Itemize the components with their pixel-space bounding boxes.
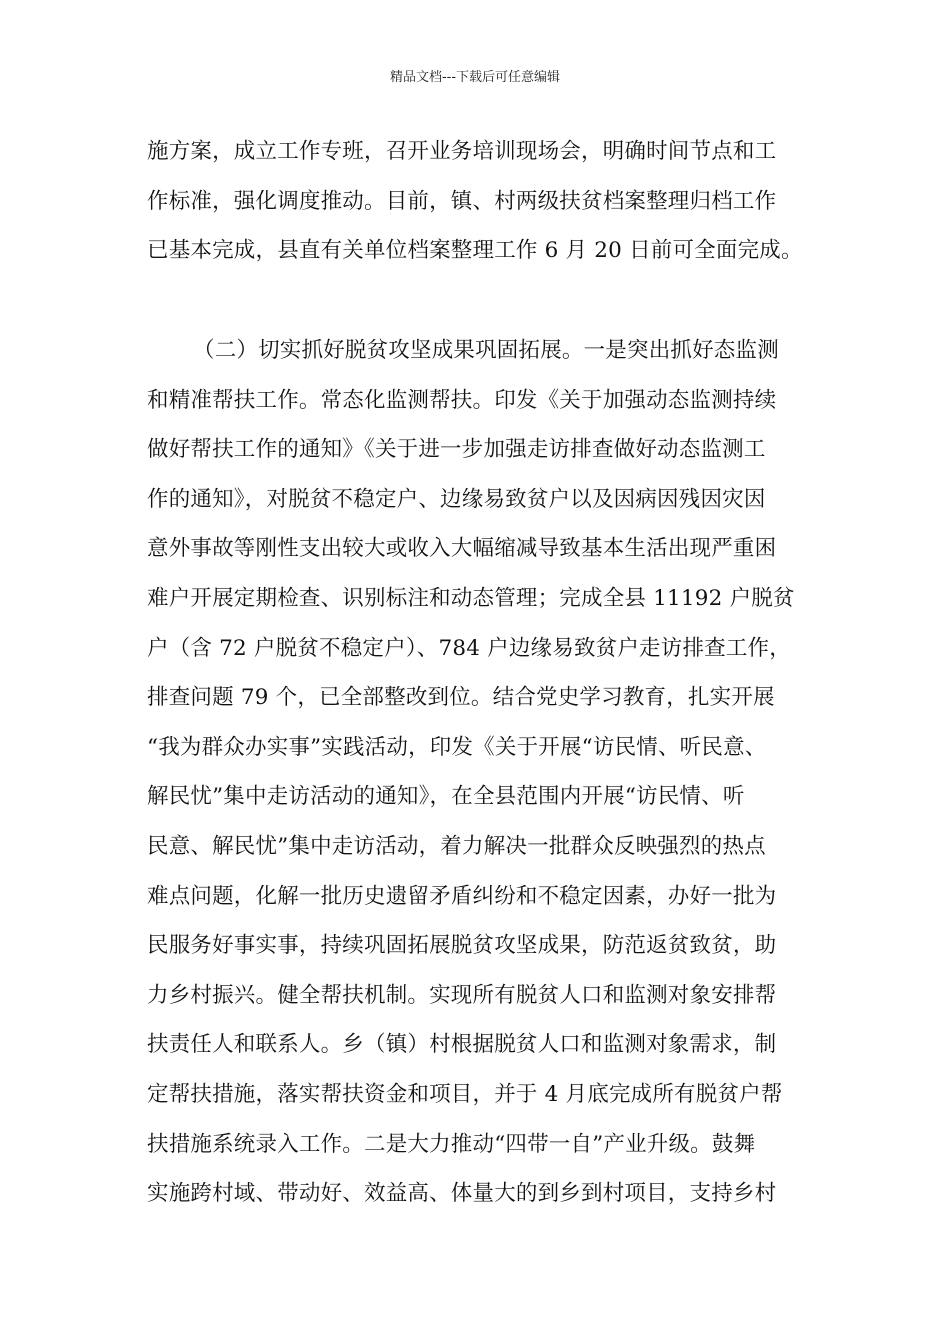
text-line: 难点问题，化解一批历史遗留矛盾纠纷和不稳定因素，办好一批为 xyxy=(147,883,777,909)
text-line: 民意、解民忧”集中走访活动，着力解决一批群众反映强烈的热点 xyxy=(147,833,766,859)
text-line: 作标准，强化调度推动。目前，镇、村两级扶贫档案整理归档工作 xyxy=(147,188,777,214)
text-line: 力乡村振兴。健全帮扶机制。实现所有脱贫人口和监测对象安排帮 xyxy=(147,982,777,1008)
text-line: 排查问题 79 个，已全部整改到位。结合党史学习教育，扎实开展 xyxy=(147,685,775,711)
text-line: 实施跨村域、带动好、效益高、体量大的到乡到村项目，支持乡村 xyxy=(147,1181,777,1207)
text-line: 意外事故等刚性支出较大或收入大幅缩减导致基本生活出现严重困 xyxy=(147,536,777,562)
text-line: 解民忧”集中走访活动的通知》，在全县范围内开展“访民情、听 xyxy=(147,784,745,810)
page-header: 精品文档---下载后可任意编辑 xyxy=(389,70,561,85)
text-line: 和精准帮扶工作。常态化监测帮扶。印发《关于加强动态监测持续 xyxy=(147,387,777,413)
text-line: 定帮扶措施，落实帮扶资金和项目，并于 4 月底完成所有脱贫户帮 xyxy=(147,1081,783,1107)
text-line: 扶措施系统录入工作。二是大力推动“四带一自”产业升级。鼓舞 xyxy=(147,1131,756,1157)
text-line: “我为群众办实事”实践活动，印发《关于开展“访民情、听民意、 xyxy=(147,734,767,760)
text-line: 做好帮扶工作的通知》《关于进一步加强走访排查做好动态监测工 xyxy=(147,437,766,463)
text-line: 民服务好事实事，持续巩固拓展脱贫攻坚成果，防范返贫致贫，助 xyxy=(147,933,777,959)
text-line: 作的通知》，对脱贫不稳定户、边缘易致贫户以及因病因残因灾因 xyxy=(147,486,766,512)
text-line: 已基本完成，县直有关单位档案整理工作 6 月 20 日前可全面完成。 xyxy=(147,238,803,264)
text-line: 户（含 72 户脱贫不稳定户）、784 户边缘易致贫户走访排查工作， xyxy=(147,635,791,661)
text-line: 难户开展定期检查、识别标注和动态管理；完成全县 11192 户脱贫 xyxy=(147,585,795,611)
paragraph-1 xyxy=(147,127,837,276)
text-line: 扶责任人和联系人。乡（镇）村根据脱贫人口和监测对象需求，制 xyxy=(147,1032,777,1058)
text-line: （二）切实抓好脱贫攻坚成果巩固拓展。一是突出抓好态监测 xyxy=(193,338,779,363)
paragraph-2 xyxy=(147,326,837,1219)
text-line: 施方案，成立工作专班，召开业务培训现场会，明确时间节点和工 xyxy=(147,139,777,164)
